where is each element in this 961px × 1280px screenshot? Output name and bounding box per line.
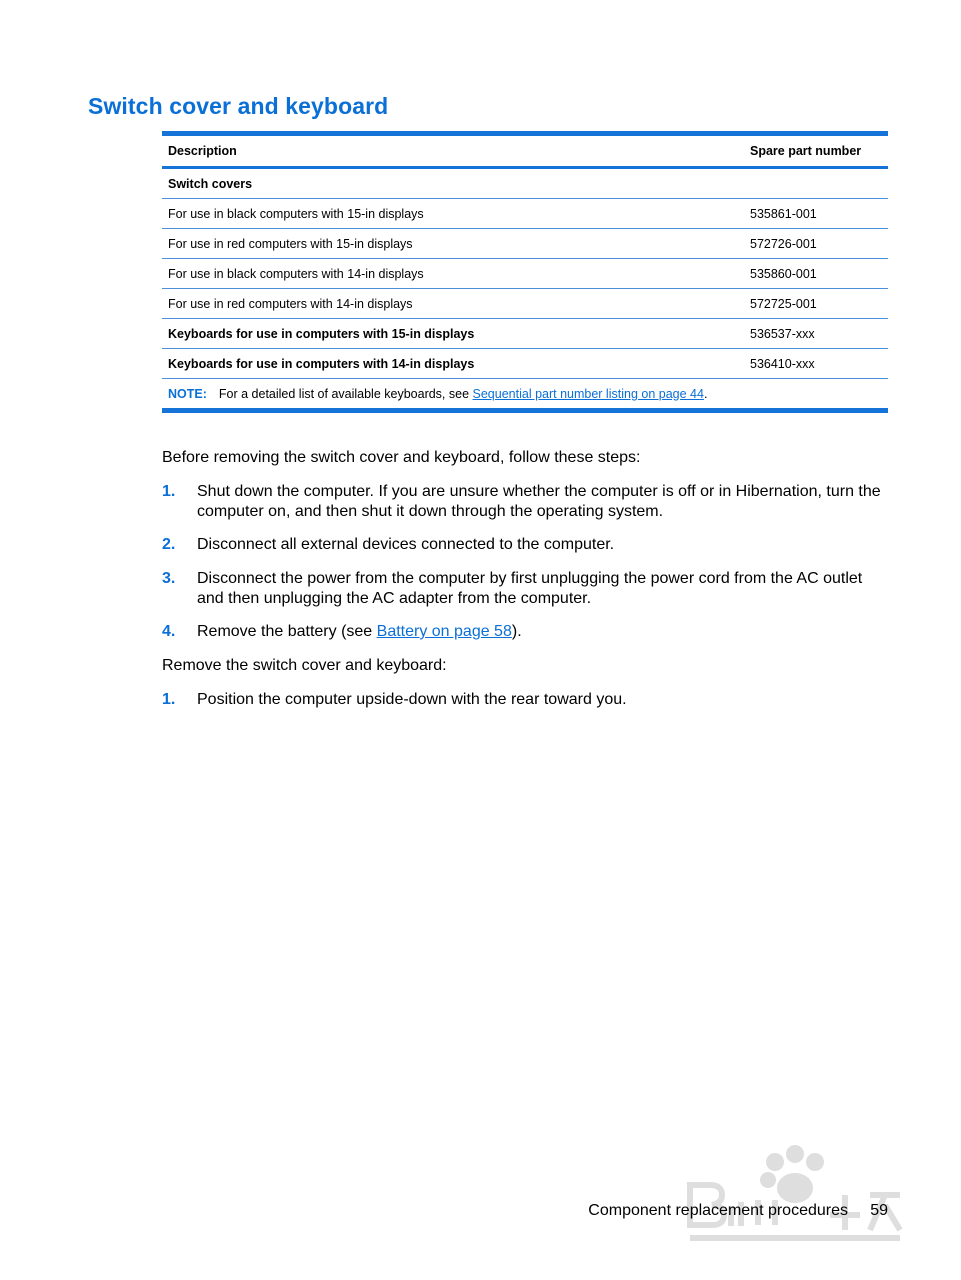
row-spare-part: 536537-xxx: [750, 326, 815, 341]
table-row: [162, 259, 888, 289]
row-spare-part: 535860-001: [750, 266, 817, 281]
note-label: NOTE:: [168, 386, 207, 401]
sequential-part-number-link[interactable]: Sequential part number listing on page 44: [472, 386, 704, 401]
row-spare-part: 572726-001: [750, 236, 817, 251]
table-row: [162, 319, 888, 349]
row-spare-part: [744, 168, 888, 199]
step-text: Position the computer upside-down with the rear toward you.: [197, 691, 627, 708]
baidu-watermark-logo: [680, 1140, 910, 1250]
note-end: .: [703, 386, 708, 401]
pre-step-item: [162, 622, 888, 642]
removal-intro-paragraph: Remove the switch cover and keyboard:: [162, 657, 447, 674]
intro-paragraph: Before removing the switch cover and keyboard, follow these steps:: [162, 449, 641, 466]
row-spare-part: 536410-xxx: [750, 356, 815, 371]
table-row: [162, 349, 888, 379]
page-title: Switch cover and keyboard: [88, 93, 389, 119]
table-row: [162, 168, 888, 199]
row-description: Keyboards for use in computers with 14-in displays: [168, 356, 475, 371]
pre-step-item: [162, 535, 888, 555]
row-description: For use in red computers with 15-in displays: [168, 236, 413, 251]
step-text: Disconnect all external devices connected to the computer.: [197, 536, 615, 553]
step-text-before: Remove the battery (see: [197, 623, 377, 640]
removal-step-item: [162, 690, 888, 710]
pre-step-item: [162, 482, 888, 521]
step-text: [197, 622, 888, 642]
step-text: Shut down the computer. If you are unsure whether the computer is off or in Hibernation, turn the computer on, and then shut it down through the operating system.: [197, 483, 881, 520]
note-text: For a detailed list of available keyboards, see: [218, 386, 473, 401]
step-number: 1.: [162, 691, 176, 708]
step-number: 3.: [162, 570, 176, 587]
row-spare-part: 535861-001: [750, 206, 817, 221]
header-spare-part: Spare part number: [750, 144, 862, 158]
row-description: Keyboards for use in computers with 15-in displays: [168, 326, 475, 341]
table-row: [162, 229, 888, 259]
table-bottom-rule: [162, 408, 888, 413]
row-description: For use in red computers with 14-in displays: [168, 296, 413, 311]
pre-step-item: [162, 569, 888, 608]
spare-parts-table: [162, 131, 888, 413]
table-row: [162, 199, 888, 229]
step-number: 2.: [162, 536, 176, 553]
step-number: 1.: [162, 483, 176, 500]
row-description: Switch covers: [168, 176, 253, 191]
step-number: 4.: [162, 623, 176, 640]
table-note-row: [162, 379, 888, 409]
row-spare-part: 572725-001: [750, 296, 817, 311]
table-note: [162, 379, 888, 409]
step-text: Disconnect the power from the computer by first unplugging the power cord from the AC outlet and then unplugging the AC adapter from the computer.: [197, 570, 863, 607]
battery-link[interactable]: Battery on page 58: [376, 623, 512, 640]
step-text-after: ).: [511, 623, 522, 640]
footer-label: Component replacement procedures: [588, 1202, 848, 1219]
row-description: For use in black computers with 15-in displays: [168, 206, 424, 221]
table-row: [162, 289, 888, 319]
row-description: For use in black computers with 14-in displays: [168, 266, 424, 281]
table-header-row: [162, 136, 888, 168]
header-description: Description: [168, 144, 237, 158]
page-number: 59: [870, 1202, 888, 1219]
